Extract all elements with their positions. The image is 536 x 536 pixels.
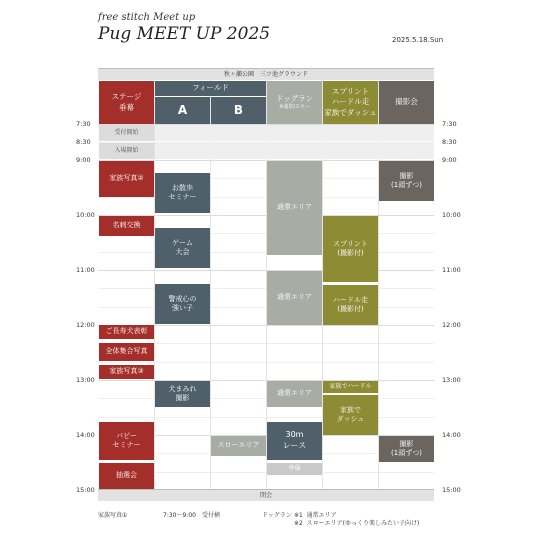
event-wary-dog: 警戒心の 強い子 [155,284,210,324]
time-label: 10:00 [442,211,461,219]
event-family-hurdle: 家族でハードル [323,381,378,393]
event-race-30m: 30m レース [267,422,322,460]
header-stage: ステージ 垂幕 [99,81,154,124]
footer-dogrun-note-2: ※2 スローエリア(ゆっくり楽しみたい子向け) [294,520,420,527]
time-label: 11:00 [76,266,95,274]
event-slow-area: スローエリア [211,436,266,456]
time-label: 14:00 [442,431,461,439]
header-field-b: B [211,97,266,124]
event-longevity: ご長寿犬表彰 [99,325,154,339]
event-photo-2: 撮影 (1頭ずつ) [379,436,434,462]
grid-column-line [210,80,211,489]
event-group-photo: 全体集合写真 [99,343,154,361]
time-label: 8:30 [442,138,457,146]
event-walk-seminar: お散歩 セミナー [155,173,210,213]
event-muddy-dog: 犬まみれ 撮影 [155,381,210,407]
time-label: 13:00 [442,376,461,384]
event-photo-1: 撮影 (1頭ずつ) [379,161,434,201]
reception-row-fill [155,125,434,141]
event-reception: 受付開始 [99,125,154,141]
header-dogrun [267,81,322,124]
event-hurdle-photo: ハードル走 (撮影付) [323,285,378,325]
event-game: ゲーム 大会 [155,228,210,268]
grid-column-line [378,80,379,489]
event-entry: 入場開始 [99,143,154,159]
event-sprint-photo: スプリント (撮影付) [323,216,378,282]
header-field: フィールド [155,81,266,96]
event-puppy-seminar: パピー セミナー [99,422,154,460]
event-normal-area-1: 通常エリア [267,161,322,255]
footer-family-photo: 家族写真① [98,512,128,519]
event-business-card: 名刺交換 [99,216,154,236]
event-title: Pug MEET UP 2025 [98,24,271,44]
time-label: 9:00 [442,156,457,164]
event-normal-area-3: 通常エリア [267,381,322,407]
time-label: 15:00 [442,486,461,494]
time-label: 11:00 [442,266,461,274]
header-field-a: A [155,97,210,124]
time-label: 7:30 [76,120,91,128]
header-photo: 撮影会 [379,81,434,124]
event-lottery: 抽選会 [99,463,154,489]
event-date: 2025.5.18.Sun [392,36,444,44]
time-label: 15:00 [76,486,95,494]
venue-bar: 秋ヶ瀬公園 三ツ池グラウンド [98,68,434,80]
entry-row-fill [155,143,434,159]
time-label: 13:00 [76,376,95,384]
event-family-photo-3: 家族写真③ [99,365,154,379]
closing-bar: 閉会 [98,489,434,501]
footer-reception-time: 7:30〜9:00 受付横 [163,512,220,519]
event-family-photo-2: 家族写真② [99,161,154,197]
event-subtitle: free stitch Meet up [98,12,196,23]
time-label: 8:30 [76,138,91,146]
event-prep: 準備 [267,463,322,475]
time-label: 10:00 [76,211,95,219]
time-label: 12:00 [76,321,95,329]
time-label: 14:00 [76,431,95,439]
event-normal-area-2: 通常エリア [267,271,322,325]
time-label: 12:00 [442,321,461,329]
header-dogrun-label: ドッグラン [275,94,314,104]
event-family-dash: 家族で ダッシュ [323,395,378,435]
header-sprint: スプリント ハードル走 家族でダッシュ [323,81,378,124]
time-label: 7:30 [442,120,457,128]
footer-dogrun-note-1: ※1 通常エリア [294,512,337,519]
time-label: 9:00 [76,156,91,164]
header-dogrun-note: ※通常/スロー [279,104,310,111]
footer-dogrun-label: ドッグラン [262,512,292,519]
